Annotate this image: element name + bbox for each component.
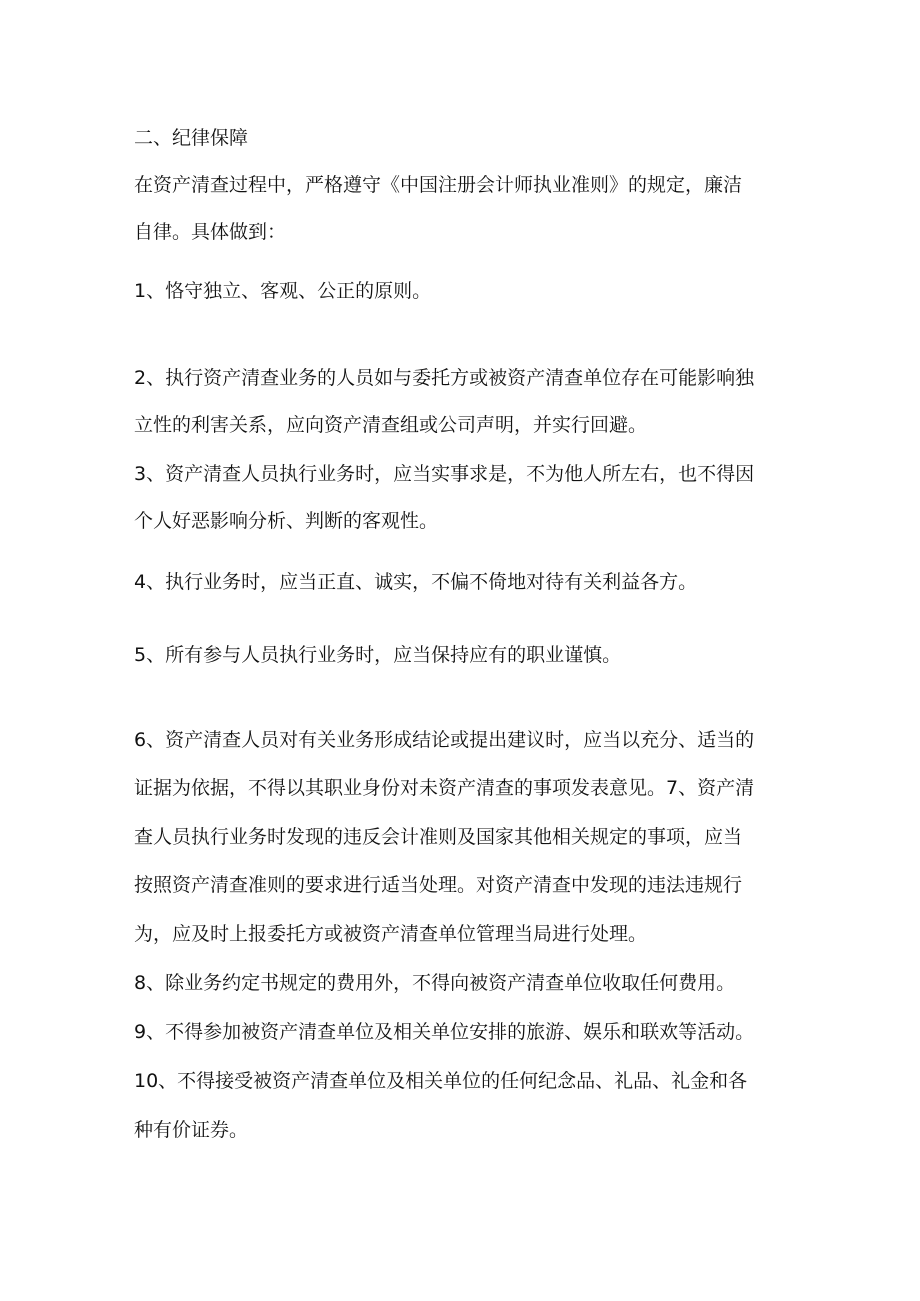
list-item-3-line-2: 个人好恶影响分析、判断的客观性。 xyxy=(134,510,439,532)
list-item-1: 1、恪守独立、客观、公正的原则。 xyxy=(134,280,432,302)
intro-paragraph-line-2: 自律。具体做到： xyxy=(134,221,287,243)
list-item-6-line-1: 6、资产清查人员对有关业务形成结论或提出建议时，应当以充分、适当的 xyxy=(134,729,755,751)
list-item-8: 8、除业务约定书规定的费用外，不得向被资产清查单位收取任何费用。 xyxy=(134,972,736,994)
list-item-10-line-2: 种有价证券。 xyxy=(134,1119,249,1141)
list-item-6-line-4: 按照资产清查准则的要求进行适当处理。对资产清查中发现的违法违规行 xyxy=(134,874,743,896)
list-item-6-line-3: 查人员执行业务时发现的违反会计准则及国家其他相关规定的事项，应当 xyxy=(134,826,743,848)
section-heading: 二、纪律保障 xyxy=(134,127,249,149)
list-item-10-line-1: 10、不得接受被资产清查单位及相关单位的任何纪念品、礼品、礼金和各 xyxy=(134,1070,748,1092)
list-item-2-line-2: 立性的利害关系，应向资产清查组或公司声明，并实行回避。 xyxy=(134,414,648,436)
list-item-4: 4、执行业务时，应当正直、诚实，不偏不倚地对待有关利益各方。 xyxy=(134,571,698,593)
list-item-5: 5、所有参与人员执行业务时，应当保持应有的职业谨慎。 xyxy=(134,644,622,666)
list-item-9: 9、不得参加被资产清查单位及相关单位安排的旅游、娱乐和联欢等活动。 xyxy=(134,1021,755,1043)
intro-paragraph-line-1: 在资产清查过程中，严格遵守《中国注册会计师执业准则》的规定，廉洁 xyxy=(134,174,743,196)
list-item-2-line-1: 2、执行资产清查业务的人员如与委托方或被资产清查单位存在可能影响独 xyxy=(134,367,755,389)
list-item-3-line-1: 3、资产清查人员执行业务时，应当实事求是，不为他人所左右，也不得因 xyxy=(134,463,755,485)
list-item-6-line-5: 为，应及时上报委托方或被资产清查单位管理当局进行处理。 xyxy=(134,923,648,945)
list-item-6-line-2: 证据为依据，不得以其职业身份对未资产清查的事项发表意见。7、资产清 xyxy=(134,777,755,799)
